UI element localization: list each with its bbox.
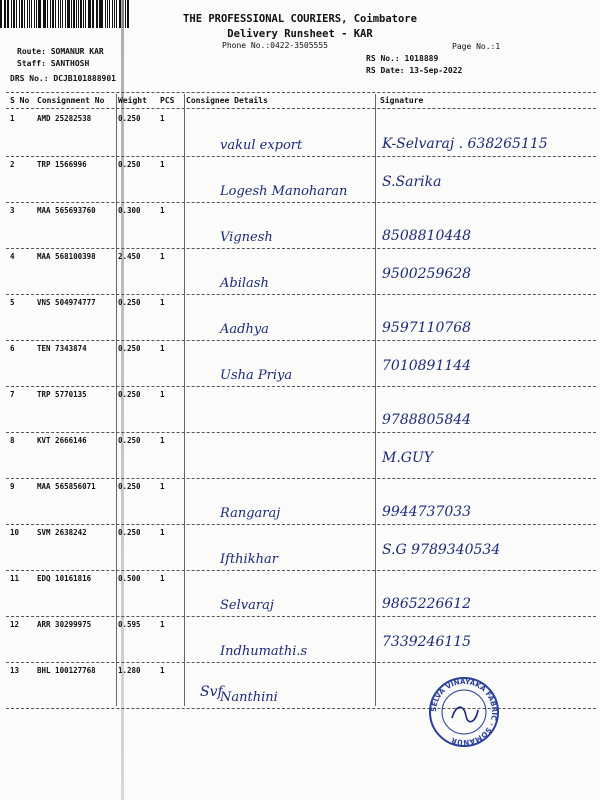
row-pcs: 1 xyxy=(160,390,165,399)
row-divider xyxy=(6,294,596,295)
row-signature: 9865226612 xyxy=(382,596,472,612)
row-sno: 9 xyxy=(10,482,15,491)
row-signature: 7010891144 xyxy=(382,358,472,374)
col-divider-signature xyxy=(375,94,376,706)
row-weight: 0.250 xyxy=(118,298,141,307)
row-sno: 6 xyxy=(10,344,15,353)
row-weight: 0.250 xyxy=(118,390,141,399)
row-weight: 0.250 xyxy=(118,482,141,491)
row-signature: 9500259628 xyxy=(382,266,472,282)
row-pcs: 1 xyxy=(160,206,165,215)
col-divider-weight xyxy=(116,94,117,706)
row-divider xyxy=(6,202,596,203)
company-title: THE PROFESSIONAL COURIERS, Coimbatore xyxy=(183,13,417,25)
row-divider xyxy=(6,432,596,433)
header-bottom-rule xyxy=(6,108,596,109)
row-sno: 8 xyxy=(10,436,15,445)
row-divider xyxy=(6,478,596,479)
row-consignment: ARR 30299975 xyxy=(37,620,92,629)
row-consignment: AMD 25282538 xyxy=(37,114,92,123)
row-divider xyxy=(6,340,596,341)
route-value: SOMANUR KAR xyxy=(50,47,104,56)
row-sno: 10 xyxy=(10,528,20,537)
rs-date: RS Date: 13-Sep-2022 xyxy=(366,66,463,75)
col-consignment: Consignment No xyxy=(37,96,105,105)
row-consignee: Rangaraj xyxy=(220,506,281,521)
row-consignee: Aadhya xyxy=(220,322,269,337)
row-sno: 11 xyxy=(10,574,20,583)
stamp-text: SELVA VINAYAKA FABRIC · SOMANUR xyxy=(429,677,499,747)
route-label: Route: SOMANUR KAR xyxy=(17,47,104,56)
row-signature: 9597110768 xyxy=(382,320,472,336)
row-consignee: Indhumathi.s xyxy=(220,644,308,659)
row-consignment: MAA 565856071 xyxy=(37,482,96,491)
row-consignment: SVM 2638242 xyxy=(37,528,87,537)
row-consignee: Vignesh xyxy=(220,230,273,245)
staff-value: SANTHOSH xyxy=(50,59,90,68)
row-weight: 0.250 xyxy=(118,160,141,169)
row-weight: 0.300 xyxy=(118,206,141,215)
row-consignee: vakul export xyxy=(220,138,303,153)
row-divider xyxy=(6,524,596,525)
row-pcs: 1 xyxy=(160,298,165,307)
row-signature: 8508810448 xyxy=(382,228,472,244)
row-consignment: VNS 504974777 xyxy=(37,298,96,307)
row-consignee: Nanthini xyxy=(220,690,278,705)
row-signature: 7339246115 xyxy=(382,634,472,650)
row-weight: 0.250 xyxy=(118,436,141,445)
col-weight: Weight xyxy=(118,96,147,105)
row-weight: 0.250 xyxy=(118,114,141,123)
row-consignee: Selvaraj xyxy=(220,598,274,613)
rs-no: RS No.: 1018889 xyxy=(366,54,439,63)
row-consignment: TEN 7343874 xyxy=(37,344,87,353)
col-sno: S No xyxy=(10,96,30,105)
row-pcs: 1 xyxy=(160,666,165,675)
row-consignee: Usha Priya xyxy=(220,368,293,383)
row-sno: 3 xyxy=(10,206,15,215)
row-sno: 5 xyxy=(10,298,15,307)
extra-handwriting: Svf xyxy=(200,684,223,700)
col-signature: Signature xyxy=(380,96,424,105)
header-top-rule xyxy=(6,92,596,93)
drs-label: DRS No.: DCJB101888901 xyxy=(10,74,116,83)
row-consignment: BHL 100127768 xyxy=(37,666,96,675)
company-stamp xyxy=(428,676,500,748)
col-divider-consignee xyxy=(184,94,185,706)
row-consignment: MAA 565693760 xyxy=(37,206,96,215)
row-weight: 2.450 xyxy=(118,252,141,261)
row-divider xyxy=(6,662,596,663)
row-consignee: Abilash xyxy=(220,276,269,291)
row-sno: 4 xyxy=(10,252,15,261)
row-divider xyxy=(6,570,596,571)
row-weight: 1.280 xyxy=(118,666,141,675)
staff-label: Staff: SANTHOSH xyxy=(17,59,90,68)
row-pcs: 1 xyxy=(160,160,165,169)
row-divider xyxy=(6,248,596,249)
row-consignee: Logesh Manoharan xyxy=(220,184,348,199)
row-weight: 0.250 xyxy=(118,528,141,537)
row-pcs: 1 xyxy=(160,620,165,629)
row-pcs: 1 xyxy=(160,528,165,537)
row-consignment: EDQ 10161816 xyxy=(37,574,92,583)
row-signature: 9944737033 xyxy=(382,504,472,520)
row-signature: S.G 9789340534 xyxy=(382,542,501,558)
row-divider xyxy=(6,708,596,709)
row-sno: 13 xyxy=(10,666,20,675)
row-sno: 12 xyxy=(10,620,20,629)
row-signature: 9788805844 xyxy=(382,412,472,428)
row-consignee: Ifthikhar xyxy=(220,552,278,567)
col-pcs: PCS xyxy=(160,96,175,105)
drs-value: DCJB101888901 xyxy=(53,74,116,83)
row-pcs: 1 xyxy=(160,436,165,445)
row-pcs: 1 xyxy=(160,252,165,261)
row-consignment: TRP 5770135 xyxy=(37,390,87,399)
row-divider xyxy=(6,156,596,157)
row-weight: 0.250 xyxy=(118,344,141,353)
col-consignee: Consignee Details xyxy=(186,96,268,105)
row-divider xyxy=(6,386,596,387)
row-signature: M.GUY xyxy=(382,450,434,466)
row-signature: K-Selvaraj . 638265115 xyxy=(382,136,548,152)
row-pcs: 1 xyxy=(160,482,165,491)
row-sno: 7 xyxy=(10,390,15,399)
row-pcs: 1 xyxy=(160,574,165,583)
row-consignment: MAA 568100398 xyxy=(37,252,96,261)
row-divider xyxy=(6,616,596,617)
phone-number: Phone No.:0422-3505555 xyxy=(222,41,328,50)
row-weight: 0.500 xyxy=(118,574,141,583)
runsheet-title: Delivery Runsheet - KAR xyxy=(227,28,373,40)
row-signature: S.Sarika xyxy=(382,174,442,190)
row-weight: 0.595 xyxy=(118,620,141,629)
row-pcs: 1 xyxy=(160,114,165,123)
row-sno: 1 xyxy=(10,114,15,123)
page-number: Page No.:1 xyxy=(452,42,501,51)
row-consignment: KVT 2666146 xyxy=(37,436,87,445)
row-pcs: 1 xyxy=(160,344,165,353)
row-consignment: TRP 1566996 xyxy=(37,160,87,169)
row-sno: 2 xyxy=(10,160,15,169)
